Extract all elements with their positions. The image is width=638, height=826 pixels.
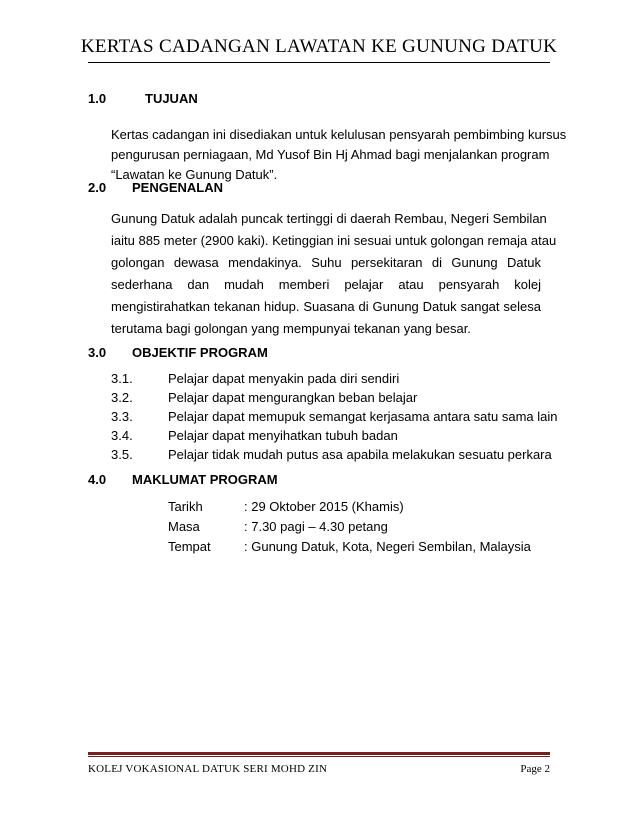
paragraph-line: iaitu 885 meter (2900 kaki). Ketinggian ini sesuai untuk golongan remaja atau	[111, 233, 557, 248]
list-item-number: 3.5.	[111, 447, 133, 462]
paragraph-line: Gunung Datuk adalah puncak tertinggi di daerah Rembau, Negeri Sembilan	[111, 211, 547, 226]
info-label: Tempat	[168, 539, 211, 554]
footer-divider-thin	[88, 756, 550, 757]
footer-divider-thick	[88, 752, 550, 755]
list-item-number: 3.4.	[111, 428, 133, 443]
list-item-text: Pelajar dapat menyihatkan tubuh badan	[168, 428, 398, 443]
section-number: 3.0	[88, 345, 107, 360]
info-value: : 29 Oktober 2015 (Khamis)	[244, 499, 404, 514]
info-label: Tarikh	[168, 499, 203, 514]
paragraph-line: golongan dewasa mendakinya. Suhu persekitaran di Gunung Datuk	[111, 255, 541, 270]
info-value: : 7.30 pagi – 4.30 petang	[244, 519, 388, 534]
list-item-text: Pelajar dapat mengurangkan beban belajar	[168, 390, 418, 405]
list-item-text: Pelajar tidak mudah putus asa apabila melakukan sesuatu perkara	[168, 447, 552, 462]
paragraph-line: Kertas cadangan ini disediakan untuk kelulusan pensyarah pembimbing kursus	[111, 127, 567, 142]
section-heading-maklumat	[88, 472, 278, 487]
section-heading-tujuan	[88, 91, 198, 106]
paragraph-line: terutama bagi golongan yang mempunyai tekanan yang besar.	[111, 321, 471, 336]
section-number: 2.0	[88, 180, 107, 195]
footer-college-name: KOLEJ VOKASIONAL DATUK SERI MOHD ZIN	[88, 763, 328, 775]
list-item-number: 3.3.	[111, 409, 133, 424]
footer-page-number: Page 2	[520, 763, 550, 775]
paragraph-line: “Lawatan ke Gunung Datuk”.	[111, 167, 278, 182]
paragraph-tujuan	[111, 125, 567, 185]
list-item-text: Pelajar dapat menyakin pada diri sendiri	[168, 371, 400, 386]
paragraph-line: pengurusan perniagaan, Md Yusof Bin Hj Ahmad bagi menjalankan program	[111, 147, 550, 162]
info-value: : Gunung Datuk, Kota, Negeri Sembilan, Malaysia	[244, 539, 531, 554]
section-number: 1.0	[88, 91, 107, 106]
section-title: TUJUAN	[145, 91, 198, 106]
list-item-number: 3.1.	[111, 371, 133, 386]
paragraph-pengenalan	[111, 208, 557, 340]
list-item-text: Pelajar dapat memupuk semangat kerjasama antara satu sama lain	[168, 409, 558, 424]
paragraph-line: sederhana dan mudah memberi pelajar atau pensyarah kolej	[111, 277, 541, 292]
section-number: 4.0	[88, 472, 107, 487]
section-title: PENGENALAN	[132, 180, 224, 195]
section-title: MAKLUMAT PROGRAM	[132, 472, 278, 487]
list-item-number: 3.2.	[111, 390, 133, 405]
section-title: OBJEKTIF PROGRAM	[132, 345, 268, 360]
info-label: Masa	[168, 519, 200, 534]
header-divider	[88, 62, 550, 63]
paragraph-line: mengistirahatkan tekanan hidup. Suasana di Gunung Datuk sangat selesa	[111, 299, 541, 314]
page-header-title: KERTAS CADANGAN LAWATAN KE GUNUNG DATUK	[80, 36, 558, 57]
section-heading-pengenalan	[88, 180, 224, 195]
section-heading-objektif	[88, 345, 268, 360]
